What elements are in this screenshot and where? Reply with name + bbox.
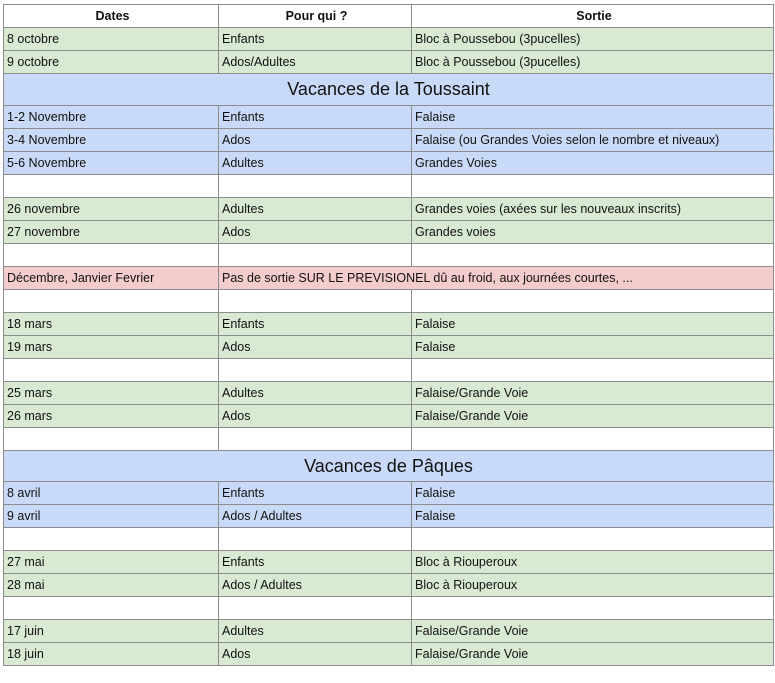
table-row xyxy=(4,28,774,51)
cell-sortie[interactable]: Bloc à Poussebou (3pucelles) xyxy=(412,28,774,51)
notice-row xyxy=(4,267,774,290)
cell-sortie[interactable] xyxy=(412,428,774,451)
cell-date[interactable]: Décembre, Janvier Fevrier xyxy=(4,267,219,290)
table-row xyxy=(4,313,774,336)
cell-sortie[interactable]: Falaise/Grande Voie xyxy=(412,620,774,643)
cell-sortie[interactable] xyxy=(412,290,774,313)
cell-date[interactable]: 27 novembre xyxy=(4,221,219,244)
section-row xyxy=(4,451,774,482)
table-row xyxy=(4,198,774,221)
cell-sortie[interactable]: Falaise xyxy=(412,336,774,359)
cell-date[interactable] xyxy=(4,597,219,620)
section-title[interactable]: Vacances de Pâques xyxy=(4,451,774,482)
cell-date[interactable] xyxy=(4,428,219,451)
cell-sortie[interactable]: Falaise xyxy=(412,505,774,528)
cell-who[interactable]: Ados/Adultes xyxy=(219,51,412,74)
cell-sortie[interactable] xyxy=(412,175,774,198)
table-row xyxy=(4,336,774,359)
cell-who[interactable]: Ados xyxy=(219,221,412,244)
cell-who[interactable]: Enfants xyxy=(219,28,412,51)
cell-who[interactable]: Adultes xyxy=(219,198,412,221)
cell-sortie[interactable] xyxy=(412,244,774,267)
empty-row xyxy=(4,359,774,382)
table-row xyxy=(4,643,774,666)
cell-who[interactable]: Enfants xyxy=(219,313,412,336)
cell-sortie[interactable]: Bloc à Riouperoux xyxy=(412,551,774,574)
table-row xyxy=(4,482,774,505)
table-row xyxy=(4,129,774,152)
empty-row xyxy=(4,175,774,198)
cell-date[interactable] xyxy=(4,290,219,313)
table-row xyxy=(4,405,774,428)
cell-date[interactable]: 18 mars xyxy=(4,313,219,336)
cell-who[interactable] xyxy=(219,359,412,382)
cell-who[interactable] xyxy=(219,428,412,451)
header-pour-qui[interactable]: Pour qui ? xyxy=(219,5,412,28)
header-sortie[interactable]: Sortie xyxy=(412,5,774,28)
cell-notice[interactable]: Pas de sortie SUR LE PREVISIONEL dû au froid, aux journées courtes, ... xyxy=(219,267,774,290)
cell-date[interactable] xyxy=(4,359,219,382)
cell-sortie[interactable] xyxy=(412,359,774,382)
empty-row xyxy=(4,597,774,620)
cell-who[interactable]: Ados xyxy=(219,643,412,666)
cell-date[interactable]: 28 mai xyxy=(4,574,219,597)
schedule-table xyxy=(3,4,774,666)
cell-who[interactable]: Ados / Adultes xyxy=(219,574,412,597)
cell-who[interactable]: Ados / Adultes xyxy=(219,505,412,528)
cell-date[interactable]: 18 juin xyxy=(4,643,219,666)
table-row xyxy=(4,106,774,129)
empty-row xyxy=(4,528,774,551)
cell-who[interactable] xyxy=(219,528,412,551)
table-row xyxy=(4,51,774,74)
cell-who[interactable]: Ados xyxy=(219,129,412,152)
cell-sortie[interactable]: Falaise xyxy=(412,106,774,129)
cell-sortie[interactable]: Grandes Voies xyxy=(412,152,774,175)
cell-who[interactable] xyxy=(219,175,412,198)
cell-who[interactable]: Ados xyxy=(219,336,412,359)
cell-sortie[interactable]: Falaise/Grande Voie xyxy=(412,382,774,405)
cell-who[interactable]: Adultes xyxy=(219,152,412,175)
table-row xyxy=(4,221,774,244)
empty-row xyxy=(4,290,774,313)
cell-who[interactable]: Enfants xyxy=(219,482,412,505)
cell-date[interactable]: 5-6 Novembre xyxy=(4,152,219,175)
empty-row xyxy=(4,428,774,451)
cell-date[interactable] xyxy=(4,175,219,198)
cell-date[interactable] xyxy=(4,244,219,267)
cell-date[interactable]: 9 avril xyxy=(4,505,219,528)
cell-date[interactable]: 3-4 Novembre xyxy=(4,129,219,152)
cell-sortie[interactable]: Grandes voies (axées sur les nouveaux inscrits) xyxy=(412,198,774,221)
table-row xyxy=(4,382,774,405)
cell-who[interactable] xyxy=(219,597,412,620)
empty-row xyxy=(4,244,774,267)
cell-who[interactable]: Enfants xyxy=(219,551,412,574)
cell-sortie[interactable]: Falaise/Grande Voie xyxy=(412,405,774,428)
section-title[interactable]: Vacances de la Toussaint xyxy=(4,74,774,106)
table-row xyxy=(4,551,774,574)
cell-date[interactable]: 26 mars xyxy=(4,405,219,428)
cell-date[interactable]: 27 mai xyxy=(4,551,219,574)
header-row xyxy=(4,5,774,28)
table-row xyxy=(4,574,774,597)
header-dates[interactable]: Dates xyxy=(4,5,219,28)
cell-sortie[interactable]: Bloc à Riouperoux xyxy=(412,574,774,597)
section-row xyxy=(4,74,774,106)
table-row xyxy=(4,152,774,175)
cell-who[interactable] xyxy=(219,244,412,267)
cell-who[interactable]: Ados xyxy=(219,405,412,428)
cell-who[interactable]: Adultes xyxy=(219,620,412,643)
cell-sortie[interactable]: Falaise (ou Grandes Voies selon le nombre et niveaux) xyxy=(412,129,774,152)
table-row xyxy=(4,620,774,643)
cell-sortie[interactable] xyxy=(412,597,774,620)
cell-date[interactable]: 26 novembre xyxy=(4,198,219,221)
cell-date[interactable] xyxy=(4,528,219,551)
cell-sortie[interactable]: Falaise xyxy=(412,313,774,336)
cell-sortie[interactable]: Grandes voies xyxy=(412,221,774,244)
cell-sortie[interactable] xyxy=(412,528,774,551)
table-row xyxy=(4,505,774,528)
cell-sortie[interactable]: Falaise/Grande Voie xyxy=(412,643,774,666)
cell-who[interactable] xyxy=(219,290,412,313)
cell-sortie[interactable]: Falaise xyxy=(412,482,774,505)
cell-date[interactable]: 17 juin xyxy=(4,620,219,643)
cell-who[interactable]: Adultes xyxy=(219,382,412,405)
cell-date[interactable]: 1-2 Novembre xyxy=(4,106,219,129)
cell-date[interactable]: 9 octobre xyxy=(4,51,219,74)
cell-date[interactable]: 8 avril xyxy=(4,482,219,505)
cell-date[interactable]: 25 mars xyxy=(4,382,219,405)
cell-date[interactable]: 19 mars xyxy=(4,336,219,359)
cell-date[interactable]: 8 octobre xyxy=(4,28,219,51)
cell-sortie[interactable]: Bloc à Poussebou (3pucelles) xyxy=(412,51,774,74)
cell-who[interactable]: Enfants xyxy=(219,106,412,129)
